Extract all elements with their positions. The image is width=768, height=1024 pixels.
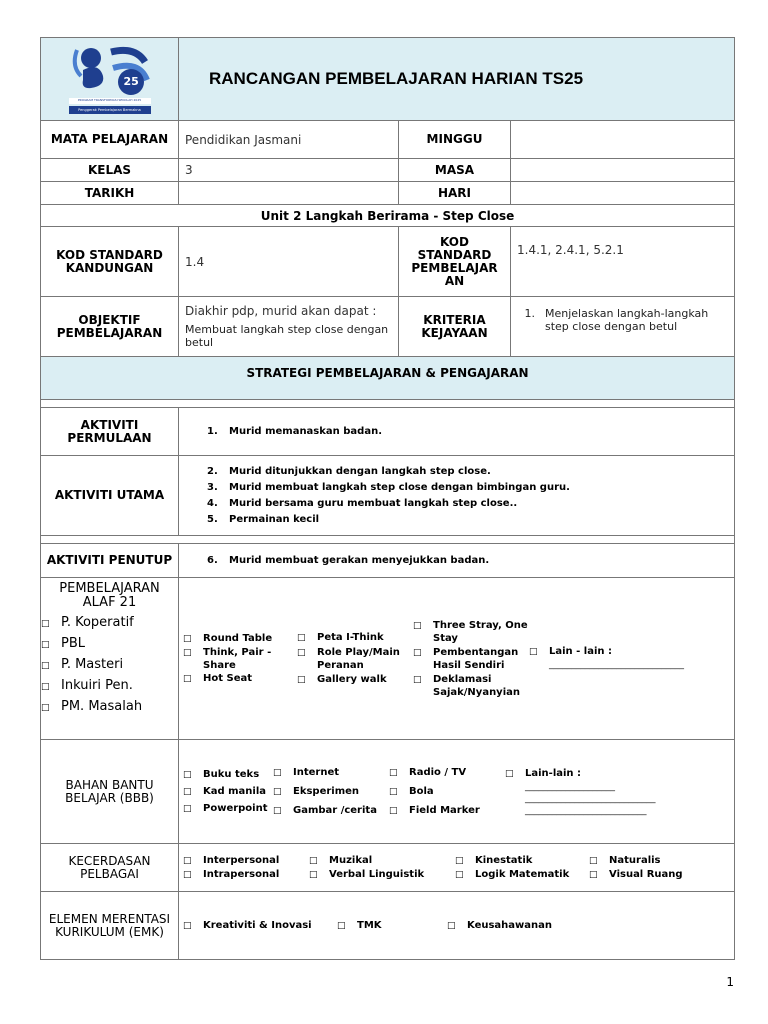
checkbox-icon[interactable] [41, 614, 61, 633]
bbb-lain-line[interactable]: _____________________________ [525, 793, 656, 804]
checkbox-option[interactable] [183, 785, 273, 799]
checkbox-icon[interactable] [447, 920, 467, 931]
logo-caption-1: PROGRAM TRANSFORMASI SEKOLAH 2025 [77, 98, 142, 102]
kecerdasan-col-1 [183, 854, 309, 882]
checkbox-icon[interactable] [413, 673, 433, 699]
checkbox-icon[interactable] [183, 632, 203, 646]
pak21-col-1 [183, 632, 297, 686]
checkbox-option[interactable] [447, 919, 597, 933]
checkbox-label: P. Masteri [61, 657, 124, 672]
activity-number: 2. [207, 465, 218, 477]
checkbox-option[interactable] [273, 804, 389, 818]
bbb-lain-line[interactable]: ___________________________ [525, 805, 647, 816]
checkbox-icon[interactable] [455, 868, 475, 882]
ts25-logo [69, 42, 151, 116]
checkbox-option[interactable] [413, 673, 529, 699]
emk-options-cell [179, 892, 735, 960]
activity-item [179, 553, 734, 569]
checkbox-label: Muzikal [329, 854, 373, 866]
aktiviti-permulaan-label: AKTIVITI PERMULAAN [41, 408, 179, 456]
aktiviti-penutup-label: AKTIVITI PENUTUP [41, 544, 179, 578]
bbb-lain-label: Lain-lain : [525, 767, 582, 779]
checkbox-icon[interactable] [389, 766, 409, 780]
masa-label: MASA [399, 159, 511, 182]
checkbox-label: Kinestatik [475, 854, 533, 866]
activity-number: 1. [207, 425, 218, 437]
bbb-col-2 [273, 761, 389, 823]
checkbox-label: Eksperimen [293, 785, 360, 797]
checkbox-option[interactable] [183, 919, 337, 933]
checkbox-label: PM. Masalah [61, 699, 143, 714]
hari-label: HARI [399, 182, 511, 205]
emk-options [183, 919, 734, 933]
checkbox-label: Hot Seat [203, 672, 253, 684]
checkbox-option[interactable] [389, 804, 505, 818]
checkbox-label: Think, Pair - Share [203, 646, 272, 671]
checkbox-option[interactable] [183, 672, 297, 686]
checkbox-icon[interactable] [183, 802, 203, 816]
checkbox-label: Role Play/Main Peranan [317, 646, 400, 671]
checkbox-label: Kreativiti & Inovasi [203, 919, 312, 931]
checkbox-label: TMK [357, 919, 382, 931]
kod-standard-kandungan-label: KOD STANDARD KANDUNGAN [41, 227, 179, 297]
checkbox-option[interactable] [183, 646, 297, 672]
checkbox-icon[interactable] [309, 854, 329, 868]
checkbox-icon[interactable] [183, 854, 203, 868]
emk-label: ELEMEN MERENTASI KURIKULUM (EMK) [41, 892, 179, 960]
checkbox-label: Gambar /cerita [293, 804, 377, 816]
logo-cell [41, 38, 179, 121]
checkbox-icon[interactable] [413, 646, 433, 672]
checkbox-option[interactable] [455, 868, 589, 882]
checkbox-icon[interactable] [183, 768, 203, 782]
checkbox-label: Inkuiri Pen. [61, 678, 133, 693]
checkbox-icon[interactable] [297, 631, 317, 645]
bbb-col-1 [183, 765, 273, 819]
checkbox-option[interactable] [589, 868, 699, 882]
checkbox-icon[interactable] [413, 619, 433, 645]
checkbox-icon[interactable] [589, 854, 609, 868]
kelas-label: KELAS [41, 159, 179, 182]
aktiviti-penutup-list [179, 553, 734, 569]
activity-text: Murid membuat langkah step close dengan bimbingan guru. [229, 481, 570, 493]
checkbox-option[interactable] [41, 698, 178, 717]
checkbox-label: P. Koperatif [61, 615, 134, 630]
aktiviti-permulaan-cell[interactable] [179, 408, 735, 456]
checkbox-label: Radio / TV [409, 766, 467, 778]
checkbox-option[interactable] [389, 785, 505, 799]
objektif-cell[interactable] [179, 297, 399, 357]
checkbox-label: Kad manila [203, 785, 267, 797]
checkbox-option[interactable] [41, 656, 178, 675]
pak21-lain[interactable] [529, 645, 709, 672]
checkbox-icon[interactable] [389, 785, 409, 799]
bbb-lain[interactable] [505, 767, 705, 817]
checkbox-option[interactable] [589, 854, 699, 868]
activity-text: Permainan kecil [229, 513, 320, 525]
checkbox-icon[interactable] [389, 804, 409, 818]
checkbox-icon[interactable] [273, 804, 293, 818]
page-number: 1 [726, 975, 734, 989]
activity-item [179, 512, 734, 528]
checkbox-label: Round Table [203, 632, 273, 644]
kriteria-number: 1. [524, 307, 535, 320]
pak21-label-cell [41, 578, 179, 740]
aktiviti-utama-label: AKTIVITI UTAMA [41, 456, 179, 536]
checkbox-icon[interactable] [41, 656, 61, 675]
pak21-col-2 [297, 630, 413, 688]
masa-value[interactable] [511, 159, 735, 182]
checkbox-icon[interactable] [183, 868, 203, 882]
page-title-cell [179, 38, 735, 121]
checkbox-option[interactable] [309, 854, 455, 868]
checkbox-option[interactable] [413, 646, 529, 672]
objektif-intro: Diakhir pdp, murid akan dapat : [185, 304, 377, 318]
checkbox-icon[interactable] [309, 868, 329, 882]
kod-standard-pembelajaran-value[interactable]: 1.4.1, 2.4.1, 5.2.1 [511, 227, 735, 297]
activity-text: Murid memanaskan badan. [229, 425, 382, 437]
checkbox-label: Field Marker [409, 804, 480, 816]
tarikh-label: TARIKH [41, 182, 179, 205]
pak21-label: PEMBELAJARAN ALAF 21 [59, 581, 160, 610]
activity-item [179, 480, 734, 496]
bbb-col-3 [389, 761, 505, 823]
lesson-plan-table [40, 37, 735, 960]
bbb-label: BAHAN BANTU BELAJAR (BBB) [41, 740, 179, 844]
checkbox-icon[interactable] [183, 785, 203, 799]
activity-number: 6. [207, 554, 218, 566]
pak21-options-cell [179, 578, 735, 740]
strategi-header [41, 357, 735, 400]
checkbox-label: Keusahawanan [467, 919, 553, 931]
activity-number: 4. [207, 497, 218, 509]
checkbox-option[interactable] [41, 635, 178, 654]
checkbox-icon[interactable] [529, 646, 549, 657]
checkbox-label: Bola [409, 785, 434, 797]
kriteria-kejayaan-cell[interactable] [511, 297, 735, 357]
checkbox-icon[interactable] [589, 868, 609, 882]
kecerdasan-col-2 [309, 854, 455, 882]
unit-title: Unit 2 Langkah Berirama - Step Close [41, 205, 735, 227]
checkbox-icon[interactable] [41, 698, 61, 717]
checkbox-icon[interactable] [505, 768, 525, 779]
checkbox-option[interactable] [389, 766, 505, 780]
checkbox-label: Logik Matematik [475, 868, 570, 880]
checkbox-option[interactable] [297, 646, 413, 672]
checkbox-option[interactable] [183, 632, 297, 646]
activity-text: Murid ditunjukkan dengan langkah step close. [229, 465, 491, 477]
kriteria-kejayaan-label: KRITERIA KEJAYAAN [399, 297, 511, 357]
activity-item [179, 464, 734, 480]
spacer-row-2 [41, 536, 735, 544]
checkbox-icon[interactable] [273, 766, 293, 780]
checkbox-label: Deklamasi Sajak/Nyanyian [433, 673, 520, 698]
kod-standard-pembelajaran-label: KOD STANDARD PEMBELAJAR AN [399, 227, 511, 297]
checkbox-option[interactable] [41, 614, 178, 633]
aktiviti-utama-list [179, 464, 734, 528]
checkbox-option[interactable] [273, 766, 389, 780]
checkbox-label: Three Stray, One Stay [433, 619, 528, 644]
pak21-col-3 [413, 618, 529, 700]
checkbox-icon[interactable] [455, 854, 475, 868]
pak21-left-options [41, 614, 178, 717]
checkbox-icon[interactable] [41, 677, 61, 696]
strategi-title: STRATEGI PEMBELAJARAN & PENGAJARAN [246, 366, 529, 380]
kecerdasan-options-cell [179, 844, 735, 892]
kecerdasan-label: KECERDASAN PELBAGAI [41, 844, 179, 892]
pak21-lain-line[interactable]: ______________________________ [549, 660, 684, 670]
kriteria-text: Menjelaskan langkah-langkah step close dengan betul [545, 307, 709, 333]
checkbox-label: Powerpoint [203, 802, 268, 814]
checkbox-label: PBL [61, 636, 86, 651]
checkbox-option[interactable] [41, 677, 178, 696]
mata-pelajaran-value[interactable]: Pendidikan Jasmani [179, 121, 399, 159]
checkbox-option[interactable] [297, 631, 413, 645]
checkbox-icon[interactable] [337, 920, 357, 931]
logo-number: 25 [123, 75, 139, 88]
kecerdasan-col-3 [455, 854, 589, 882]
checkbox-label: Gallery walk [317, 673, 387, 685]
bbb-options-cell [179, 740, 735, 844]
pak21-lain-label: Lain - lain : [549, 646, 612, 657]
kecerdasan-col-4 [589, 854, 699, 882]
checkbox-label: Peta I-Think [317, 631, 384, 643]
minggu-value[interactable] [511, 121, 735, 159]
aktiviti-utama-cell[interactable] [179, 456, 735, 536]
checkbox-icon[interactable] [297, 673, 317, 687]
checkbox-icon[interactable] [183, 920, 203, 931]
spacer-row [41, 400, 735, 408]
activity-item [179, 424, 734, 440]
checkbox-icon[interactable] [41, 635, 61, 654]
checkbox-label: Internet [293, 766, 340, 778]
checkbox-label: Buku teks [203, 768, 260, 780]
checkbox-icon[interactable] [297, 646, 317, 672]
checkbox-label: Verbal Linguistik [329, 868, 425, 880]
aktiviti-permulaan-list [179, 424, 734, 440]
kod-standard-kandungan-value[interactable]: 1.4 [179, 227, 399, 297]
page-title: RANCANGAN PEMBELAJARAN HARIAN TS25 [209, 69, 584, 88]
checkbox-icon[interactable] [183, 646, 203, 672]
mata-pelajaran-label: MATA PELAJARAN [41, 121, 179, 159]
checkbox-option[interactable] [413, 619, 529, 645]
aktiviti-penutup-cell[interactable] [179, 544, 735, 578]
checkbox-icon[interactable] [273, 785, 293, 799]
checkbox-label: Pembentangan Hasil Sendiri [433, 646, 519, 671]
checkbox-option[interactable] [455, 854, 589, 868]
checkbox-icon[interactable] [183, 672, 203, 686]
activity-text: Murid membuat gerakan menyejukkan badan. [229, 554, 490, 566]
checkbox-option[interactable] [337, 919, 447, 933]
activity-text: Murid bersama guru membuat langkah step close.. [229, 497, 518, 509]
hari-value[interactable] [511, 182, 735, 205]
minggu-label: MINGGU [399, 121, 511, 159]
checkbox-label: Intrapersonal [203, 868, 280, 880]
activity-number: 5. [207, 513, 218, 525]
objektif-text: Membuat langkah step close dengan betul [185, 323, 389, 349]
bbb-lain-line[interactable]: ____________________ [525, 781, 615, 792]
kelas-value[interactable]: 3 [179, 159, 399, 182]
checkbox-option[interactable] [183, 802, 273, 816]
lesson-plan-sheet [40, 37, 734, 960]
checkbox-option[interactable] [183, 868, 309, 882]
tarikh-value[interactable] [179, 182, 399, 205]
checkbox-label: Naturalis [609, 854, 661, 866]
objektif-label: OBJEKTIF PEMBELAJARAN [41, 297, 179, 357]
checkbox-label: Visual Ruang [609, 868, 683, 880]
checkbox-label: Interpersonal [203, 854, 280, 866]
checkbox-option[interactable] [297, 673, 413, 687]
checkbox-option[interactable] [183, 768, 273, 782]
checkbox-option[interactable] [273, 785, 389, 799]
checkbox-option[interactable] [309, 868, 455, 882]
activity-item [179, 496, 734, 512]
logo-caption-2: Penggerak Pembelajaran Bermakna [78, 108, 141, 112]
bbb-lain-lines[interactable] [505, 781, 705, 817]
activity-number: 3. [207, 481, 218, 493]
checkbox-option[interactable] [183, 854, 309, 868]
